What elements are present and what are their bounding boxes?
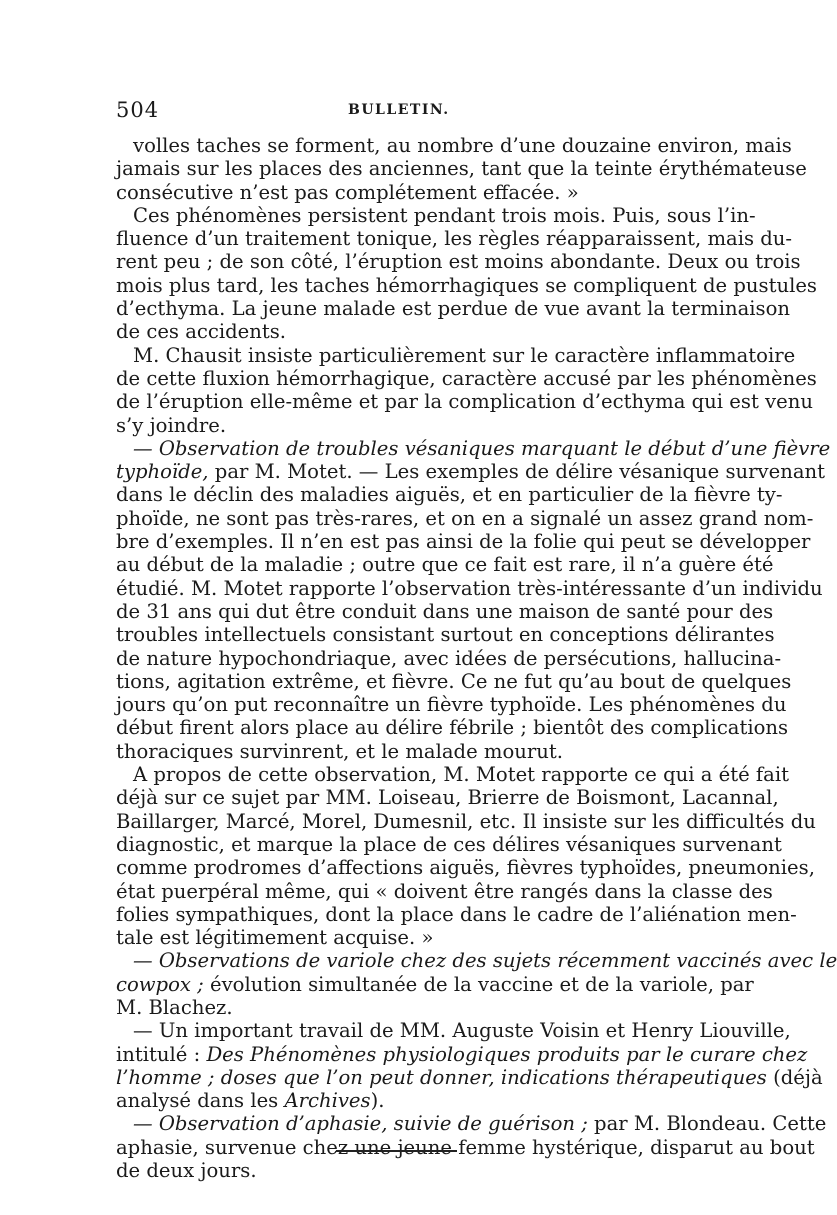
page-number: 504 xyxy=(116,98,160,122)
line-text: Baillarger, Marcé, Morel, Dumesnil, etc. Il insiste sur les difficultés du xyxy=(116,809,816,833)
line-text: A propos de cette observation, M. Motet rapporte ce qui a été fait xyxy=(133,763,790,787)
line-text: jours qu’on put reconnaître un fièvre typhoïde. Les phénomènes du xyxy=(116,693,787,717)
text-line xyxy=(116,1042,808,1066)
line-text: comme prodromes d’affections aiguës, fièvres typhoïdes, pneumonies, xyxy=(116,856,815,880)
italic-text: l’homme ; doses que l’on peut donner, indications thérapeutiques xyxy=(116,1065,767,1089)
line-text: (déjà xyxy=(766,1065,823,1089)
text-line xyxy=(116,134,792,157)
line-text: de deux jours. xyxy=(116,1159,257,1183)
line-text: mois plus tard, les taches hémorrhagiques se compliquent de pustules xyxy=(116,273,817,297)
text-line xyxy=(116,972,754,996)
line-text: d’ecthyma. La jeune malade est perdue de vue avant la terminaison xyxy=(116,297,791,321)
line-text: analysé dans les xyxy=(116,1089,285,1113)
line-text: de nature hypochondriaque, avec idées de persécutions, hallucina- xyxy=(116,646,782,670)
paragraph xyxy=(116,1112,827,1183)
line-text: état puerpéral même, qui « doivent être rangés dans la classe des xyxy=(116,879,773,903)
line-text: tions, agitation extrême, et fièvre. Ce ne fut qu’au bout de quelques xyxy=(116,669,792,693)
line-text: s’y joindre. xyxy=(116,413,227,437)
text-line xyxy=(116,320,687,343)
text-line xyxy=(116,763,790,787)
text-line xyxy=(116,1159,687,1182)
body-text xyxy=(116,134,837,1183)
line-text: consécutive n’est pas complétement effacée. » xyxy=(116,180,579,204)
running-title: BULLETIN. xyxy=(348,102,450,118)
text-line xyxy=(116,436,831,460)
text-line xyxy=(116,623,775,647)
text-line xyxy=(116,203,756,227)
line-text: étudié. M. Motet rapporte l’observation très-intéressante d’un individu xyxy=(116,576,823,600)
line-text: tale est légitimement acquise. » xyxy=(116,926,434,950)
line-text: début firent alors place au délire fébrile ; bientôt des complications xyxy=(116,716,789,740)
line-text: rent peu ; de son côté, l’éruption est moins abondante. Deux ou trois xyxy=(116,250,801,274)
text-line xyxy=(116,1019,791,1043)
italic-text: Archives xyxy=(284,1089,371,1113)
paragraph xyxy=(116,134,807,204)
text-line xyxy=(116,669,792,693)
text-line xyxy=(116,809,816,833)
line-text: diagnostic, et marque la place de ces délires vésaniques survenant xyxy=(116,832,782,856)
paragraph xyxy=(116,1019,823,1113)
closing-rule xyxy=(336,1150,457,1152)
line-text: M. Chausit insiste particulièrement sur le caractère inflammatoire xyxy=(133,343,796,367)
text-line xyxy=(116,740,687,763)
line-text: troubles intellectuels consistant surtout en conceptions délirantes xyxy=(116,623,775,647)
text-line xyxy=(116,414,687,437)
line-text: au début de la maladie ; outre que ce fait est rare, il n’a guère été xyxy=(116,553,774,577)
line-text: par M. Blondeau. Cette xyxy=(587,1112,827,1136)
paragraph xyxy=(116,949,837,1019)
line-text: ). xyxy=(370,1089,385,1113)
line-text: M. Blachez. xyxy=(116,995,233,1019)
text-line xyxy=(116,1089,687,1112)
paragraph xyxy=(116,203,817,344)
line-text: de l’éruption elle-même et par la complication d’ecthyma qui est venu xyxy=(116,390,813,414)
line-text: par M. Motet. — Les exemples de délire vésanique survenant xyxy=(208,460,825,484)
text-line xyxy=(116,366,817,390)
text-line xyxy=(116,599,774,623)
text-line xyxy=(116,181,687,204)
italic-text: Des Phénomènes physiologiques produits par le curare chez xyxy=(206,1042,808,1066)
line-text: phoïde, ne sont pas très-rares, et on en a signalé un assez grand nom- xyxy=(116,506,814,530)
line-text: de cette fluxion hémorrhagique, caractère accusé par les phénomènes xyxy=(116,366,817,390)
italic-text: cowpox ; xyxy=(116,972,204,996)
line-text: Ces phénomènes persistent pendant trois mois. Puis, sous l’in- xyxy=(133,203,756,227)
text-line xyxy=(116,1135,815,1159)
text-line xyxy=(116,1112,827,1136)
line-text: dans le déclin des maladies aiguës, et en particulier de la fièvre ty- xyxy=(116,483,783,507)
line-text: évolution simultanée de la vaccine et de la variole, par xyxy=(203,972,754,996)
line-text: bre d’exemples. Il n’en est pas ainsi de la folie qui peut se développer xyxy=(116,530,811,554)
text-line xyxy=(116,157,807,181)
text-line xyxy=(116,902,797,926)
text-line xyxy=(116,460,825,484)
line-text: jamais sur les places des anciennes, tant que la teinte érythémateuse xyxy=(116,157,807,181)
text-line xyxy=(116,390,813,414)
text-line xyxy=(116,926,687,949)
text-line xyxy=(116,786,779,810)
italic-text: typhoïde, xyxy=(116,460,209,484)
text-line xyxy=(116,576,823,600)
text-line xyxy=(116,949,837,973)
line-text: de ces accidents. xyxy=(116,320,287,344)
page-header xyxy=(116,98,686,124)
text-line xyxy=(116,343,796,367)
line-text: folies sympathiques, dont la place dans le cadre de l’aliénation men- xyxy=(116,902,797,926)
text-line xyxy=(116,879,773,903)
text-line xyxy=(116,996,687,1019)
text-line xyxy=(116,273,817,297)
text-line xyxy=(116,646,782,670)
line-text: thoraciques survinrent, et le malade mourut. xyxy=(116,739,563,763)
text-line xyxy=(116,1065,823,1089)
paragraph xyxy=(116,763,816,950)
line-text: déjà sur ce sujet par MM. Loiseau, Brierre de Boismont, Lacannal, xyxy=(116,786,779,810)
text-line xyxy=(116,297,791,321)
italic-text: — Observation de troubles vésaniques marquant le début d’une fièvre xyxy=(133,436,831,460)
text-line xyxy=(116,716,789,740)
text-line xyxy=(116,250,801,274)
text-line xyxy=(116,553,774,577)
line-text: aphasie, survenue chez une jeune femme hystérique, disparut au bout xyxy=(116,1135,815,1159)
text-line xyxy=(116,227,793,251)
text-line xyxy=(116,530,811,554)
line-text: fluence d’un traitement tonique, les règles réapparaissent, mais du- xyxy=(116,227,793,251)
italic-text: — Observation d’aphasie, suivie de guérison ; xyxy=(133,1112,588,1136)
paragraph xyxy=(116,343,817,437)
text-line xyxy=(116,856,815,880)
line-text: de 31 ans qui dut être conduit dans une maison de santé pour des xyxy=(116,599,774,623)
text-line xyxy=(116,483,783,507)
text-line xyxy=(116,832,782,856)
paragraph xyxy=(116,436,831,763)
text-line xyxy=(116,506,814,530)
text-line xyxy=(116,693,787,717)
line-text: — Un important travail de MM. Auguste Voisin et Henry Liouville, xyxy=(133,1019,791,1043)
italic-text: — Observations de variole chez des sujets récemment vaccinés avec le xyxy=(133,949,837,973)
line-text: intitulé : xyxy=(116,1042,207,1066)
line-text: volles taches se forment, au nombre d’une douzaine environ, mais xyxy=(133,134,792,157)
